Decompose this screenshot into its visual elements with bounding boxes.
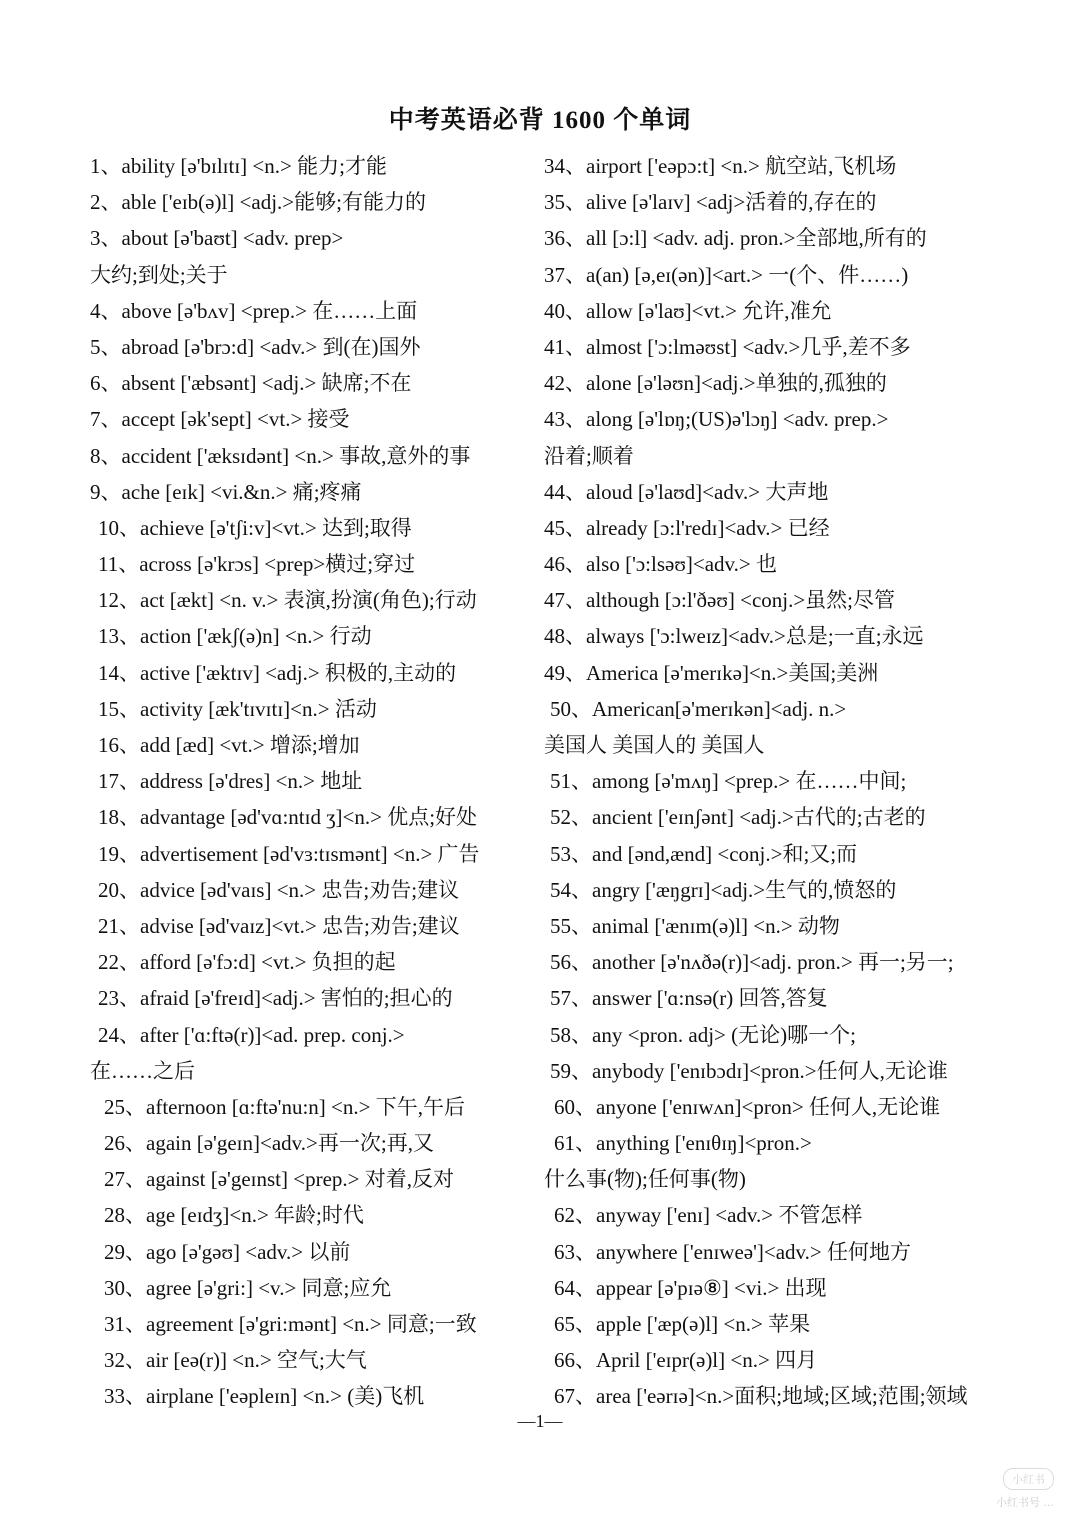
word-entry-line: 63、anywhere ['enɪweə']<adv.> 任何地方 xyxy=(554,1239,912,1264)
word-entry-line: 52、ancient ['eɪnʃənt] <adj.>古代的;古老的 xyxy=(550,805,926,830)
word-entry-line: 10、achieve [ə'tʃi:v]<vt.> 达到;取得 xyxy=(98,515,412,540)
word-entry-line: 30、agree [ə'gri:] <v.> 同意;应允 xyxy=(104,1275,392,1300)
word-entry-line: 53、and [ənd,ænd] <conj.>和;又;而 xyxy=(550,841,858,866)
word-entry-line: 16、add [æd] <vt.> 增添;增加 xyxy=(98,733,360,757)
word-entry-line: 28、age [eɪdʒ]<n.> 年龄;时代 xyxy=(104,1203,364,1228)
word-entry-line: 21、advise [əd'vaɪz]<vt.> 忠告;劝告;建议 xyxy=(98,913,460,938)
word-entry-line: 57、answer ['ɑ:nsə(r) 回答,答复 xyxy=(550,986,828,1011)
word-entry-line: 27、against [ə'geɪnst] <prep.> 对着,反对 xyxy=(104,1167,454,1192)
page-title: 中考英语必背 1600 个单词 xyxy=(388,107,692,134)
word-entry-line: 49、America [ə'merɪkə]<n.>美国;美洲 xyxy=(544,660,879,685)
word-entry-line: 23、afraid [ə'freɪd]<adj.> 害怕的;担心的 xyxy=(98,986,453,1011)
word-entry-line: 35、alive [ə'laɪv] <adj>活着的,存在的 xyxy=(544,190,877,215)
word-entry-line: 20、advice [əd'vaɪs] <n.> 忠告;劝告;建议 xyxy=(98,877,460,902)
word-entry-line: 14、active ['æktɪv] <adj.> 积极的,主动的 xyxy=(98,660,457,685)
word-entry-line: 24、after ['ɑ:ftə(r)]<ad. prep. conj.> xyxy=(98,1022,405,1047)
word-entry-line: 11、across [ə'krɔs] <prep>横过;穿过 xyxy=(98,552,416,577)
word-entry-line: 51、among [ə'mʌŋ] <prep.> 在……中间; xyxy=(550,769,907,794)
word-entry-line: 25、afternoon [ɑ:ftə'nu:n] <n.> 下午,午后 xyxy=(104,1094,465,1119)
word-entry-line: 34、airport ['eəpɔ:t] <n.> 航空站,飞机场 xyxy=(544,154,897,178)
right-word-column xyxy=(544,148,1014,1415)
word-entry-line: 6、absent ['æbsənt] <adj.> 缺席;不在 xyxy=(90,371,412,396)
word-entry-line: 29、ago [ə'gəʊ] <adv.> 以前 xyxy=(104,1239,351,1264)
word-entry-line: 大约;到处;关于 xyxy=(90,262,228,287)
word-entry-line: 44、aloud [ə'laʊd]<adv.> 大声地 xyxy=(544,479,829,504)
word-entry-line: 沿着;顺着 xyxy=(544,443,634,468)
word-entry-line: 36、all [ɔ:l] <adv. adj. pron.>全部地,所有的 xyxy=(544,226,927,251)
word-entry-line: 7、accept [ək'sept] <vt.> 接受 xyxy=(90,407,350,432)
word-entry-line: 31、agreement [ə'gri:mənt] <n.> 同意;一致 xyxy=(104,1312,477,1336)
word-entry-line: 37、a(an) [ə,eɪ(ən)]<art.> 一(个、件……) xyxy=(544,262,909,287)
word-entry-line: 67、area ['eərɪə]<n.>面积;地域;区域;范围;领域 xyxy=(554,1384,968,1409)
word-entry-line: 64、appear [ə'pɪə⑧] <vi.> 出现 xyxy=(554,1275,827,1300)
word-entry-line: 32、air [eə(r)] <n.> 空气;大气 xyxy=(104,1348,367,1373)
word-entry-line: 50、American[ə'merɪkən]<adj. n.> xyxy=(550,696,847,721)
word-entry-line: 12、act [ækt] <n. v.> 表演,扮演(角色);行动 xyxy=(98,588,477,613)
left-word-column xyxy=(90,148,530,1415)
word-entry-line: 19、advertisement [əd'vɜ:tɪsmənt] <n.> 广告 xyxy=(98,841,480,866)
word-entry-line: 55、animal ['ænɪm(ə)l] <n.> 动物 xyxy=(550,913,840,938)
word-entry-line: 18、advantage [əd'vɑ:ntɪd ʒ]<n.> 优点;好处 xyxy=(98,805,478,830)
word-entry-line: 48、always ['ɔ:lweɪz]<adv.>总是;一直;永远 xyxy=(544,624,924,649)
word-entry-line: 5、abroad [ə'brɔ:d] <adv.> 到(在)国外 xyxy=(90,334,421,359)
word-entry-line: 8、accident ['æksɪdənt] <n.> 事故,意外的事 xyxy=(90,443,471,468)
word-entry-line: 4、above [ə'bʌv] <prep.> 在……上面 xyxy=(90,298,418,323)
word-entry-line: 46、also ['ɔ:lsəʊ]<adv.> 也 xyxy=(544,552,777,577)
word-entry-line: 41、almost ['ɔ:lməʊst] <adv.>几乎,差不多 xyxy=(544,334,911,359)
word-entry-line: 60、anyone ['enɪwʌn]<pron> 任何人,无论谁 xyxy=(554,1094,941,1119)
word-entry-line: 22、afford [ə'fɔ:d] <vt.> 负担的起 xyxy=(98,950,396,975)
word-entry-line: 26、again [ə'geɪn]<adv.>再一次;再,又 xyxy=(104,1131,434,1156)
word-entry-line: 54、angry ['æŋgrɪ]<adj.>生气的,愤怒的 xyxy=(550,877,897,902)
page-number: —1— xyxy=(517,1411,563,1431)
word-entry-line: 58、any <pron. adj> (无论)哪一个; xyxy=(550,1022,856,1047)
word-entry-line: 56、another [ə'nʌðə(r)]<adj. pron.> 再一;另一; xyxy=(550,950,954,975)
word-entry-line: 15、activity [æk'tɪvɪtɪ]<n.> 活动 xyxy=(98,696,377,721)
watermark-logo: 小红书 xyxy=(1003,1468,1054,1490)
word-entry-line: 美国人 美国人的 美国人 xyxy=(544,733,765,757)
word-entry-line: 42、alone [ə'ləʊn]<adj.>单独的,孤独的 xyxy=(544,371,887,396)
word-entry-line: 66、April ['eɪpr(ə)l] <n.> 四月 xyxy=(554,1348,818,1373)
word-entry-line: 47、although [ɔ:l'ðəʊ] <conj.>虽然;尽管 xyxy=(544,588,896,613)
word-entry-line: 43、along [ə'lɒŋ;(US)ə'lɔŋ] <adv. prep.> xyxy=(544,407,889,432)
word-entry-line: 17、address [ə'dres] <n.> 地址 xyxy=(98,769,363,794)
word-entry-line: 65、apple ['æp(ə)l] <n.> 苹果 xyxy=(554,1312,811,1336)
word-entry-line: 62、anyway ['enɪ] <adv.> 不管怎样 xyxy=(554,1203,863,1228)
word-entry-line: 33、airplane ['eəpleɪn] <n.> (美)飞机 xyxy=(104,1384,425,1409)
word-entry-line: 9、ache [eɪk] <vi.&n.> 痛;疼痛 xyxy=(90,479,362,504)
watermark-text: 小红书号 ... xyxy=(996,1496,1054,1509)
word-entry-line: 3、about [ə'baʊt] <adv. prep> xyxy=(90,226,344,251)
word-entry-line: 什么事(物);任何事(物) xyxy=(544,1167,746,1192)
word-entry-line: 13、action ['ækʃ(ə)n] <n.> 行动 xyxy=(98,624,372,649)
word-entry-line: 59、anybody ['enɪbɔdɪ]<pron.>任何人,无论谁 xyxy=(550,1058,948,1083)
word-entry-line: 45、already [ɔ:l'redɪ]<adv.> 已经 xyxy=(544,515,830,540)
word-entry-line: 61、anything ['enɪθɪŋ]<pron.> xyxy=(554,1131,812,1156)
word-entry-line: 40、allow [ə'laʊ]<vt.> 允许,准允 xyxy=(544,298,832,323)
watermark xyxy=(996,1468,1054,1510)
word-entry-line: 1、ability [ə'bɪlɪtɪ] <n.> 能力;才能 xyxy=(90,154,387,178)
word-entry-line: 2、able ['eɪb(ə)l] <adj.>能够;有能力的 xyxy=(90,190,426,215)
word-entry-line: 在……之后 xyxy=(90,1058,195,1083)
